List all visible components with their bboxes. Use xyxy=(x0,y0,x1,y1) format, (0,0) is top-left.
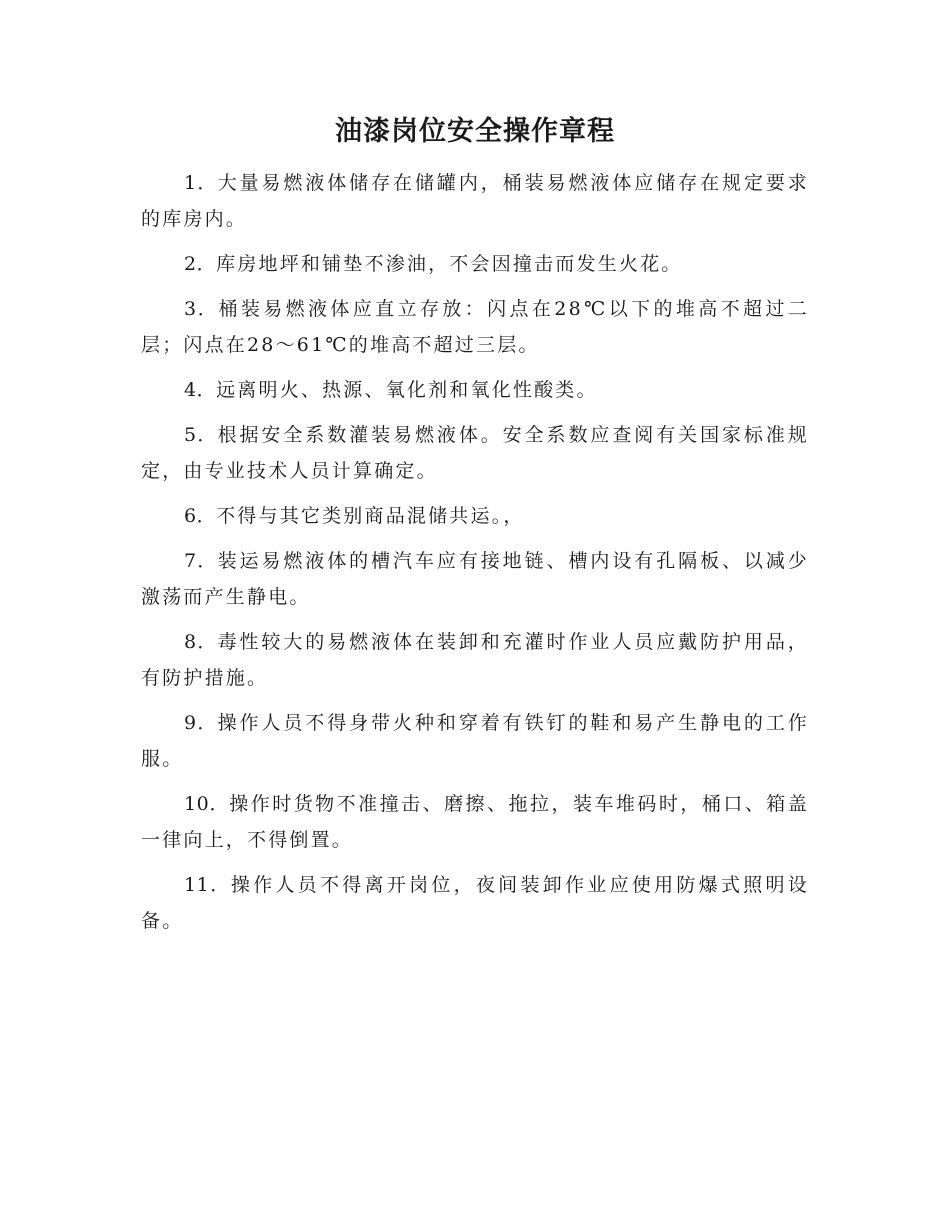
item-number: 11． xyxy=(184,874,231,896)
item-number: 2． xyxy=(184,253,217,275)
item-text: 不得与其它类别商品混储共运。， xyxy=(216,505,525,527)
item-number: 8． xyxy=(184,631,218,653)
item-text: 根据安全系数灌装易燃液体。安全系数应查阅有关国家标准规定，由专业技术人员计算确定。 xyxy=(141,424,809,482)
list-item xyxy=(141,165,809,237)
item-text: 桶装易燃液体应直立存放：闪点在28℃以下的堆高不超过二层；闪点在28～61℃的堆高不超过三层。 xyxy=(141,298,809,356)
list-item xyxy=(141,246,809,282)
item-number: 1． xyxy=(184,172,218,194)
list-item xyxy=(141,291,809,363)
list-item xyxy=(141,786,809,858)
regulation-list xyxy=(141,165,809,948)
page-title: 油漆岗位安全操作章程 xyxy=(335,116,615,147)
list-item xyxy=(141,624,809,696)
list-item xyxy=(141,867,809,939)
item-text: 操作时货物不准撞击、磨擦、拖拉，装车堆码时，桶口、箱盖一律向上，不得倒置。 xyxy=(141,793,809,851)
list-item xyxy=(141,417,809,489)
item-text: 毒性较大的易燃液体在装卸和充灌时作业人员应戴防护用品，有防护措施。 xyxy=(141,631,809,689)
item-text: 操作人员不得身带火种和穿着有铁钉的鞋和易产生静电的工作服。 xyxy=(141,712,809,770)
item-text: 远离明火、热源、氧化剂和氧化性酸类。 xyxy=(216,379,598,401)
list-item xyxy=(141,705,809,777)
item-text: 操作人员不得离开岗位，夜间装卸作业应使用防爆式照明设备。 xyxy=(141,874,809,932)
item-text: 库房地坪和铺垫不渗油，不会因撞击而发生火花。 xyxy=(216,253,683,275)
item-text: 大量易燃液体储存在储罐内，桶装易燃液体应储存在规定要求的库房内。 xyxy=(141,172,809,230)
item-number: 5． xyxy=(184,424,218,446)
list-item xyxy=(141,498,809,534)
item-text: 装运易燃液体的槽汽车应有接地链、槽内设有孔隔板、以减少激荡而产生静电。 xyxy=(141,550,809,608)
item-number: 4． xyxy=(184,379,217,401)
item-number: 9． xyxy=(184,712,218,734)
item-number: 10． xyxy=(184,793,230,815)
item-number: 3． xyxy=(184,298,219,320)
item-number: 6． xyxy=(184,505,217,527)
list-item xyxy=(141,543,809,615)
list-item xyxy=(141,372,809,408)
item-number: 7． xyxy=(184,550,218,572)
